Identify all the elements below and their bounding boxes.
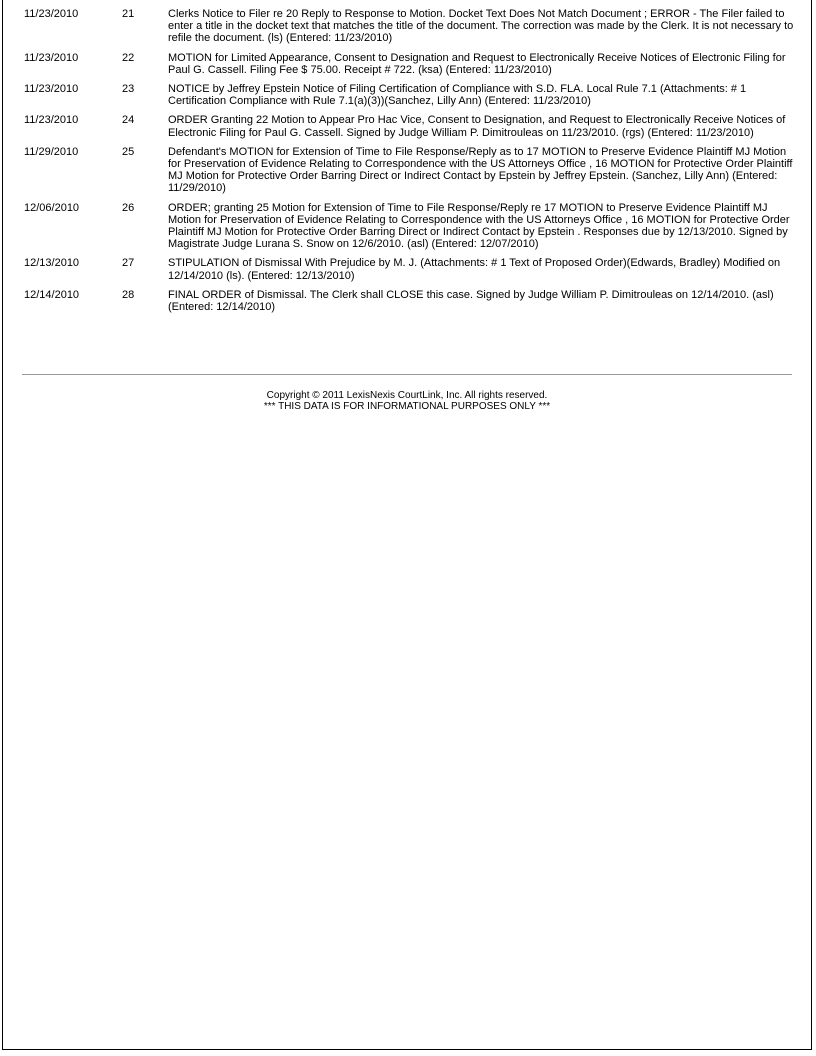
entry-number: 27 (122, 257, 135, 270)
entry-text: ORDER Granting 22 Motion to Appear Pro Hac Vice, Consent to Designation, and Request to Electronically Receive Notices of Electronic Filing for Paul G. Cassell. Signed by Judge William P. Dimitrouleas on 11/23/2010. (rgs) (Entered: 11/23/2010) (168, 114, 786, 139)
entry-number: 24 (122, 114, 135, 127)
entry-number: 21 (122, 8, 135, 20)
docket-entry (24, 289, 794, 320)
docket-table (24, 8, 794, 320)
entry-date: 12/13/2010 (24, 257, 80, 270)
docket-entry (24, 202, 794, 258)
entry-text: FINAL ORDER of Dismissal. The Clerk shall CLOSE this case. Signed by Judge William P. Dimitrouleas on 12/14/2010. (asl) (Entered: 12/14/2010) (168, 288, 774, 314)
page-footer (22, 390, 792, 412)
entry-number: 26 (122, 201, 135, 214)
entry-date: 12/06/2010 (24, 201, 80, 214)
entry-date: 11/29/2010 (24, 145, 79, 158)
docket-entry (24, 114, 794, 145)
disclaimer-notice: *** THIS DATA IS FOR INFORMATIONAL PURPOSES ONLY *** (263, 401, 551, 412)
docket-entry (24, 8, 794, 52)
entry-number: 28 (122, 288, 135, 301)
entry-text: MOTION for Limited Appearance, Consent to Designation and Request to Electronically Receive Notices of Electronic Filing for Paul G. Cassell. Filing Fee $ 75.00. Receipt # 722. (ksa) (Entered: 11/23/2010) (168, 51, 786, 76)
entry-text: Defendant's MOTION for Extension of Time to File Response/Reply as to 17 MOTION to Preserve Evidence Plaintiff MJ Motion for Preservation of Evidence Relating to Correspondence with the US Attorneys Office , 16 MOTION for Protective Order Plaintiff MJ Motion for Protective Order Barring Direct or Indirect Contact by Epstein by Jeffrey Epstein. (Sanchez, Lilly Ann) (Entered: 11/29/2010) (168, 145, 793, 195)
divider-rule (22, 374, 792, 375)
entry-date: 11/23/2010 (24, 51, 79, 64)
entry-text: STIPULATION of Dismissal With Prejudice by M. J. (Attachments: # 1 Text of Proposed Order)(Edwards, Bradley) Modified on 12/14/2010 (ls). (Entered: 12/13/2010) (168, 257, 781, 282)
entry-text: Clerks Notice to Filer re 20 Reply to Response to Motion. Docket Text Does Not Match Document ; ERROR - The Filer failed to enter a title in the docket text that matches the title of the document. The correction was made by the Clerk. It is not necessary to refile the document. (ls) (Entered: 11/23/2010) (168, 8, 794, 45)
copyright-notice: Copyright © 2011 LexisNexis CourtLink, Inc. All rights reserved. (266, 390, 548, 401)
entry-text: NOTICE by Jeffrey Epstein Notice of Filing Certification of Compliance with S.D. FLA. Local Rule 7.1 (Attachments: # 1 Certification Compliance with Rule 7.1(a)(3))(Sanchez, Lilly Ann) (Entered: 11/23/2010) (168, 83, 747, 108)
entry-date: 11/23/2010 (24, 83, 79, 96)
docket-entry (24, 257, 794, 288)
docket-entry (24, 52, 794, 83)
entry-date: 11/23/2010 (24, 114, 79, 127)
docket-entry (24, 146, 794, 202)
entry-text: ORDER; granting 25 Motion for Extension of Time to File Response/Reply re 17 MOTION to Preserve Evidence Plaintiff MJ Motion for Preservation of Evidence Relating to Correspondence with the US Attorneys Office , 16 MOTION for Protective Order Plaintiff MJ Motion for Protective Order Barring Direct or Indirect Contact by Epstein . Responses due by 12/13/2010. Signed by Magistrate Judge Lurana S. Snow on 12/6/2010. (asl) (Entered: 12/07/2010) (168, 201, 790, 251)
entry-date: 12/14/2010 (24, 288, 80, 301)
entry-number: 25 (122, 145, 135, 158)
entry-number: 23 (122, 83, 135, 96)
entry-date: 11/23/2010 (24, 8, 79, 20)
docket-entry (24, 83, 794, 114)
entry-number: 22 (122, 51, 135, 64)
